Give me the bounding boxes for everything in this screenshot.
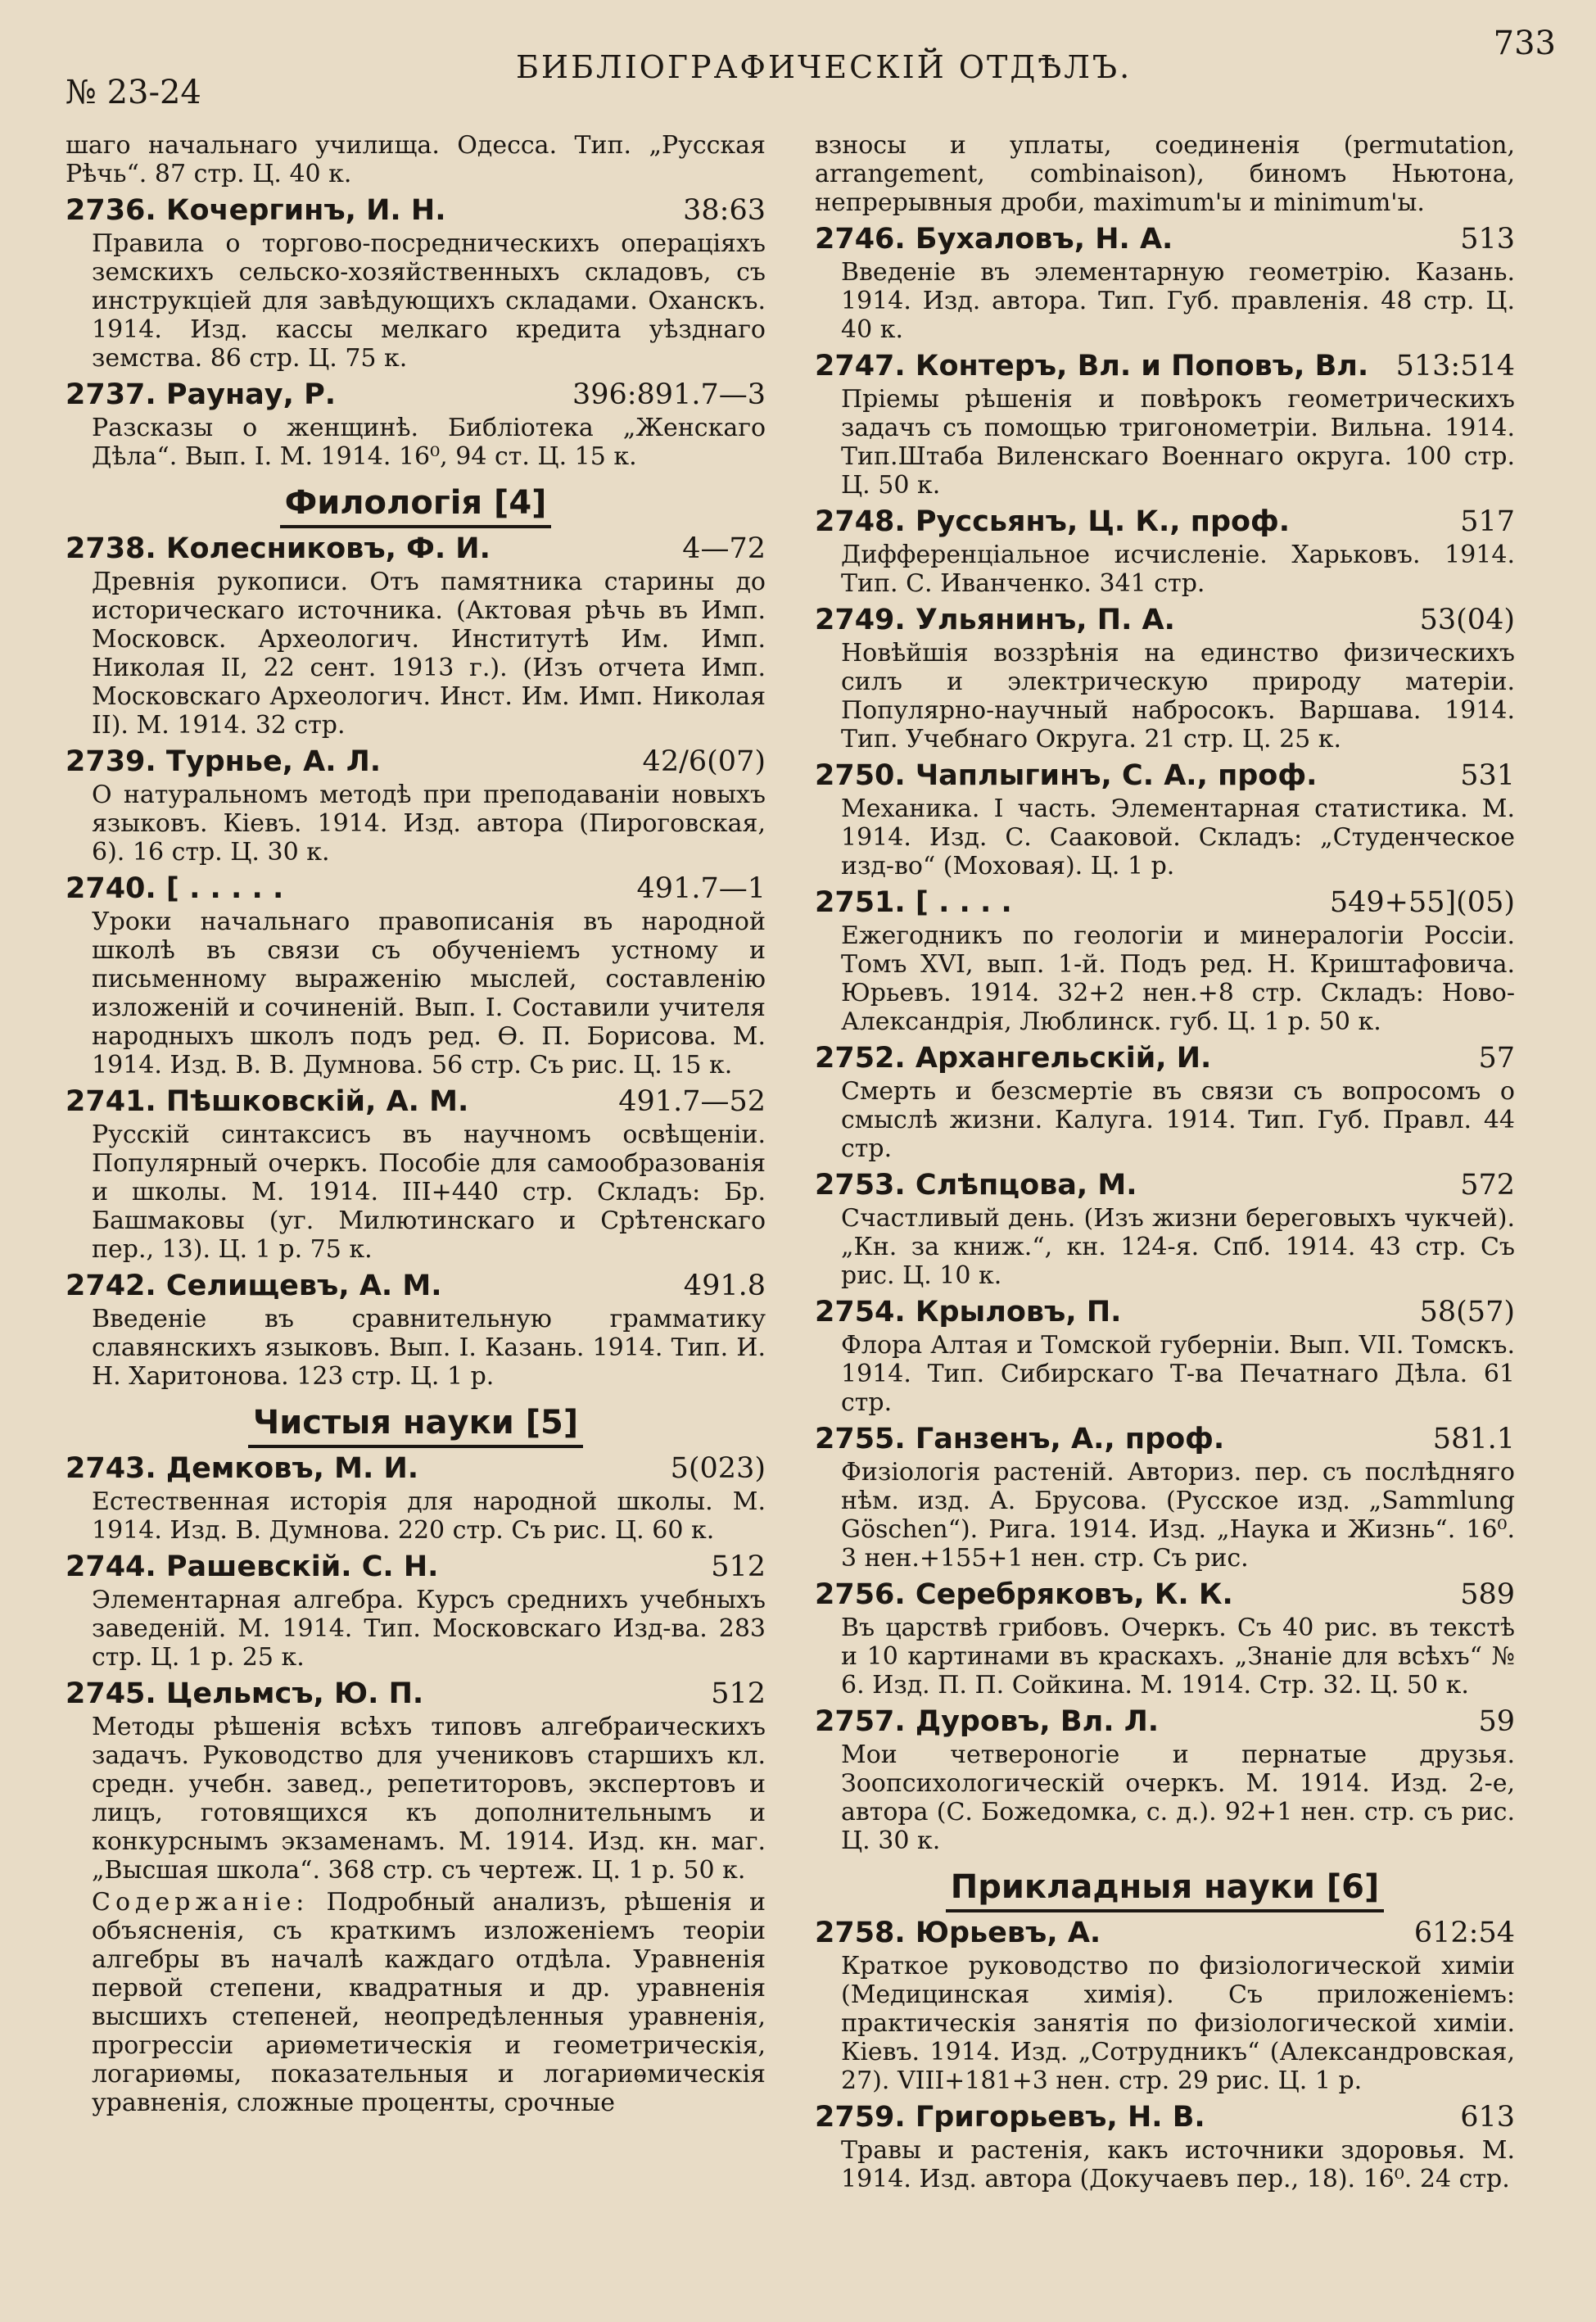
entry-description: Физіологія растеній. Авториз. пер. съ послѣдняго нѣм. изд. А. Брусова. (Русское изд. „Sammlung Göschen“). Рига. 1914. Изд. „Наука и Жизнь“. 16⁰. 3 нен.+155+1 нен. стр. Съ рис. — [841, 1458, 1515, 1573]
continued-text: шаго начальнаго училища. Одесса. Тип. „Русская Рѣчь“. 87 стр. Ц. 40 к. — [66, 131, 766, 188]
classification-code: 4—72 — [682, 532, 766, 565]
entry-author: 2751. [ . . . . — [815, 886, 1012, 919]
entry-group — [815, 220, 1515, 1855]
bibliography-entry — [66, 1083, 766, 1264]
classification-code: 512 — [711, 1550, 766, 1583]
entry-description: О натуральномъ методѣ при преподаваніи новыхъ языковъ. Кіевъ. 1914. Изд. автора (Пироговская, 6). 16 стр. Ц. 30 к. — [92, 781, 766, 867]
entry-heading — [66, 530, 766, 568]
entry-description: Введеніе въ сравнительную грамматику славянскихъ языковъ. Вып. I. Казань. 1914. Тип. И. Н. Харитонова. 123 стр. Ц. 1 р. — [92, 1305, 766, 1391]
bibliography-entry — [66, 1450, 766, 1545]
entry-author: 2756. Серебряковъ, К. К. — [815, 1578, 1233, 1611]
section-heading — [66, 1404, 766, 1442]
classification-code: 549+55](05) — [1329, 886, 1515, 919]
bibliography-entry — [66, 1548, 766, 1672]
entry-heading — [815, 1703, 1515, 1740]
entry-heading — [66, 1548, 766, 1586]
bibliography-entry — [66, 1267, 766, 1391]
classification-code: 581.1 — [1432, 1423, 1515, 1455]
entry-author: 2753. Слѣпцова, М. — [815, 1169, 1137, 1202]
entry-heading — [66, 870, 766, 908]
entry-heading — [815, 503, 1515, 541]
bibliography-entry — [815, 1914, 1515, 2095]
entry-author: 2748. Руссьянъ, Ц. К., проф. — [815, 505, 1291, 538]
bibliography-entry — [66, 870, 766, 1080]
right-column — [815, 131, 1515, 2197]
entry-description: Новѣйшія воззрѣнія на единство физическихъ силъ и электрическую природу матеріи. Популярно-научный набросокъ. Варшава. 1914. Тип. Учебнаго Округа. 21 стр. Ц. 25 к. — [841, 639, 1515, 754]
bibliography-entry — [66, 376, 766, 471]
classification-code: 512 — [711, 1677, 766, 1710]
entry-author: 2749. Ульянинъ, П. А. — [815, 604, 1175, 636]
entry-heading — [66, 743, 766, 781]
entry-heading — [815, 1293, 1515, 1331]
entry-description: Введеніе въ элементарную геометрію. Казань. 1914. Изд. автора. Тип. Губ. правленія. 48 стр. Ц. 40 к. — [841, 258, 1515, 344]
classification-code: 396:891.7—3 — [572, 378, 766, 411]
classification-code: 491.8 — [683, 1270, 766, 1302]
entry-author: 2742. Селищевъ, А. М. — [66, 1270, 442, 1302]
entry-group — [66, 1450, 766, 1885]
classification-code: 53(04) — [1419, 604, 1515, 636]
entry-author: 2744. Рашевскій. С. Н. — [66, 1550, 439, 1583]
entry-heading — [815, 1420, 1515, 1458]
entry-heading — [815, 347, 1515, 385]
entry-description: Методы рѣшенія всѣхъ типовъ алгебраическихъ задачъ. Руководство для учениковъ старшихъ кл. средн. учебн. завед., репетиторовъ, экспертовъ и лицъ, готовящихся къ дополнительнымъ и конкурснымъ экзаменамъ. М. 1914. Изд. кн. маг. „Высшая школа“. 368 стр. съ чертеж. Ц. 1 р. 50 к. — [92, 1713, 766, 1885]
section-title: Филологія [4] — [280, 484, 552, 528]
classification-code: 531 — [1460, 759, 1515, 792]
bibliography-entry — [66, 530, 766, 740]
bibliography-entry — [815, 1166, 1515, 1290]
left-column — [66, 131, 766, 2117]
entry-heading — [815, 220, 1515, 258]
classification-code: 58(57) — [1419, 1296, 1515, 1328]
entry-heading — [815, 884, 1515, 921]
entry-author: 2755. Ганзенъ, А., проф. — [815, 1423, 1225, 1455]
bibliography-entry — [815, 1703, 1515, 1855]
classification-code: 513 — [1460, 223, 1515, 256]
entry-description: Элементарная алгебра. Курсъ среднихъ учебныхъ заведеній. М. 1914. Тип. Московскаго Изд-ва. 283 стр. Ц. 1 р. 25 к. — [92, 1586, 766, 1672]
classification-code: 42/6(07) — [642, 745, 766, 778]
entry-description: Русскій синтаксисъ въ научномъ освѣщеніи. Популярный очеркъ. Пособіе для самообразованія и школы. М. 1914. III+440 стр. Складъ: Бр. Башмаковы (уг. Милютинскаго и Срѣтенскаго пер., 13). Ц. 1 р. 75 к. — [92, 1120, 766, 1264]
entry-heading — [66, 1267, 766, 1305]
entry-heading — [66, 1675, 766, 1713]
entry-description: Механика. I часть. Элементарная статистика. М. 1914. Изд. С. Сааковой. Складъ: „Студенческое изд-во“ (Моховая). Ц. 1 р. — [841, 794, 1515, 880]
contents-label: Содержаніе: — [92, 1888, 310, 1917]
entry-description: Уроки начальнаго правописанія въ народной школѣ въ связи съ обученіемъ устному и письменному выраженію мыслей, составленію изложеній и сочиненій. Вып. I. Составили учителя народныхъ школъ подъ ред. Ѳ. П. Борисова. М. 1914. Изд. В. В. Думнова. 56 стр. Съ рис. Ц. 15 к. — [92, 908, 766, 1080]
entry-description: Ежегодникъ по геологіи и минералогіи Россіи. Томъ XVI, вып. 1-й. Подъ ред. Н. Криштафовича. Юрьевъ. 1914. 32+2 нен.+8 стр. Складъ: Ново-Александрія, Люблинск. губ. Ц. 1 р. 50 к. — [841, 921, 1515, 1036]
entry-description: Естественная исторія для народной школы. М. 1914. Изд. В. Думнова. 220 стр. Съ рис. Ц. 60 к. — [92, 1487, 766, 1545]
classification-code: 589 — [1460, 1578, 1515, 1611]
entry-description: Дифференціальное исчисленіе. Харьковъ. 1914. Тип. С. Иванченко. 341 стр. — [841, 541, 1515, 598]
classification-code: 38:63 — [683, 194, 766, 227]
entry-heading — [815, 1576, 1515, 1614]
section-heading — [815, 1868, 1515, 1906]
entry-author: 2757. Дуровъ, Вл. Л. — [815, 1705, 1160, 1738]
classification-code: 613 — [1460, 2101, 1515, 2134]
entry-heading — [66, 1450, 766, 1487]
entry-description: Мои четвероногіе и пернатые друзья. Зоопсихологическій очеркъ. М. 1914. Изд. 2-е, автора (С. Божедомка, с. д.). 92+1 нен. стр. съ рис. Ц. 30 к. — [841, 1740, 1515, 1855]
entry-heading — [66, 1083, 766, 1120]
entry-author: 2743. Демковъ, М. И. — [66, 1452, 419, 1485]
entry-description: Травы и растенія, какъ источники здоровья. М. 1914. Изд. автора (Докучаевъ пер., 18). 16⁰. 24 стр. — [841, 2136, 1515, 2193]
entry-group — [815, 1914, 1515, 2193]
entry-author: 2745. Цельмсъ, Ю. П. — [66, 1677, 424, 1710]
section-title: Прикладныя науки [6] — [946, 1868, 1385, 1912]
entry-author: 2737. Раунау, Р. — [66, 378, 337, 411]
entry-author: 2741. Пѣшковскій, А. М. — [66, 1085, 469, 1118]
entry-description: Счастливый день. (Изъ жизни береговыхъ чукчей). „Кн. за книж.“, кн. 124-я. Спб. 1914. 43 стр. Съ рис. Ц. 10 к. — [841, 1204, 1515, 1290]
entry-group — [66, 530, 766, 1391]
classification-code: 513:514 — [1395, 350, 1515, 382]
bibliography-entry — [815, 503, 1515, 598]
classification-code: 59 — [1478, 1705, 1515, 1738]
entry-author: 2740. [ . . . . . — [66, 872, 284, 905]
classification-code: 57 — [1478, 1042, 1515, 1075]
classification-code: 491.7—1 — [636, 872, 766, 905]
entry-description: Въ царствѣ грибовъ. Очеркъ. Съ 40 рис. въ текстѣ и 10 картинами въ краскахъ. „Знаніе для всѣхъ“ № 6. Изд. П. П. Сойкина. М. 1914. Стр. 32. Ц. 50 к. — [841, 1614, 1515, 1700]
entry-heading — [815, 1166, 1515, 1204]
bibliography-entry — [815, 2098, 1515, 2193]
classification-code: 612:54 — [1413, 1917, 1515, 1949]
entry-description: Разсказы о женщинѣ. Библіотека „Женскаго Дѣла“. Вып. I. М. 1914. 16⁰, 94 ст. Ц. 15 к. — [92, 414, 766, 471]
entry-author: 2754. Крыловъ, П. — [815, 1296, 1122, 1328]
entry-heading — [66, 192, 766, 229]
classification-code: 517 — [1460, 505, 1515, 538]
bibliography-entry — [815, 601, 1515, 754]
entry-author: 2747. Контеръ, Вл. и Поповъ, Вл. — [815, 350, 1369, 382]
entry-description: Смерть и безсмертіе въ связи съ вопросомъ о смыслѣ жизни. Калуга. 1914. Тип. Губ. Правл. 44 стр. — [841, 1077, 1515, 1163]
classification-code: 5(023) — [670, 1452, 766, 1485]
entry-description: Пріемы рѣшенія и повѣрокъ геометрическихъ задачъ съ помощью тригонометріи. Вильна. 1914. Тип.Штаба Виленскаго Военнаго округа. 100 стр. Ц. 50 к. — [841, 385, 1515, 500]
issue-number: № 23-24 — [66, 74, 201, 111]
entry-heading — [815, 2098, 1515, 2136]
section-title: Чистыя науки [5] — [248, 1404, 583, 1448]
entry-author: 2752. Архангельскій, И. — [815, 1042, 1212, 1075]
bibliography-entry — [815, 1293, 1515, 1417]
bibliography-entry — [815, 220, 1515, 344]
classification-code: 572 — [1460, 1169, 1515, 1202]
bibliography-entry — [66, 1675, 766, 1885]
entry-heading — [66, 376, 766, 414]
entry-author: 2758. Юрьевъ, А. — [815, 1917, 1101, 1949]
bibliography-entry — [815, 757, 1515, 880]
contents-text: Подробный анализъ, рѣшенія и объясненія, съ краткимъ изложеніемъ теоріи алгебры въ началѣ каждаго отдѣла. Уравненія первой степени, квадратныя и др. уравненія высшихъ степеней, неопредѣленныя уравненія, прогрессіи ариѳметическія и геометрическія, логариѳмы, показательныя и логариѳмическія уравненія, сложные проценты, срочные — [92, 1888, 766, 2117]
page-header — [66, 25, 1556, 115]
bibliography-entry — [815, 1420, 1515, 1573]
entry-description: Краткое руководство по физіологической химіи (Медицинская химія). Съ приложеніемъ: практическія занятія по физіологической химіи. Кіевъ. 1914. Изд. „Сотрудникъ“ (Александровская, 27). VIII+181+3 нен. стр. 29 рис. Ц. 1 р. — [841, 1952, 1515, 2095]
page-number: 733 — [1493, 25, 1556, 62]
entry-author: 2759. Григорьевъ, Н. В. — [815, 2101, 1205, 2134]
entry-author: 2736. Кочергинъ, И. Н. — [66, 194, 446, 227]
entry-description: Правила о торгово-посредническихъ операціяхъ земскихъ сельско-хозяйственныхъ складовъ, съ инструкціей для завѣдующихъ складами. Оханскъ. 1914. Изд. кассы мелкаго кредита уѣзднаго земства. 86 стр. Ц. 75 к. — [92, 229, 766, 373]
bibliography-entry — [815, 1039, 1515, 1163]
entry-author: 2746. Бухаловъ, Н. А. — [815, 223, 1173, 256]
entry-heading — [815, 1914, 1515, 1952]
bibliography-entry — [66, 192, 766, 373]
bibliography-entry — [815, 884, 1515, 1036]
running-title: БИБЛІОГРАФИЧЕСКІЙ ОТДѢЛЪ. — [516, 49, 1133, 85]
entry-heading — [815, 601, 1515, 639]
entry-heading — [815, 757, 1515, 794]
entry-description: Флора Алтая и Томской губерніи. Вып. VII. Томскъ. 1914. Тип. Сибирскаго Т-ва Печатнаго Дѣла. 61 стр. — [841, 1331, 1515, 1417]
bibliography-entry — [66, 743, 766, 867]
classification-code: 491.7—52 — [618, 1085, 766, 1118]
section-heading — [66, 484, 766, 522]
continued-text: взносы и уплаты, соединенія (permutation, arrangement, combinaison), биномъ Ньютона, непрерывныя дроби, maximum'ы и minimum'ы. — [815, 131, 1515, 217]
entry-author: 2738. Колесниковъ, Ф. И. — [66, 532, 491, 565]
entry-group — [66, 192, 766, 471]
entry-author: 2739. Турнье, А. Л. — [66, 745, 382, 778]
entry-description: Древнія рукописи. Отъ памятника старины до историческаго источника. (Актовая рѣчь въ Имп. Московск. Археологич. Институтѣ Им. Имп. Николая II, 22 сент. 1913 г.). (Изъ отчета Имп. Московскаго Археологич. Инст. Им. Имп. Николая II). М. 1914. 32 стр. — [92, 568, 766, 740]
bibliography-entry — [815, 1576, 1515, 1700]
entry-heading — [815, 1039, 1515, 1077]
entry-author: 2750. Чаплыгинъ, С. А., проф. — [815, 759, 1318, 792]
contents-note — [66, 1888, 766, 2117]
bibliography-entry — [815, 347, 1515, 500]
